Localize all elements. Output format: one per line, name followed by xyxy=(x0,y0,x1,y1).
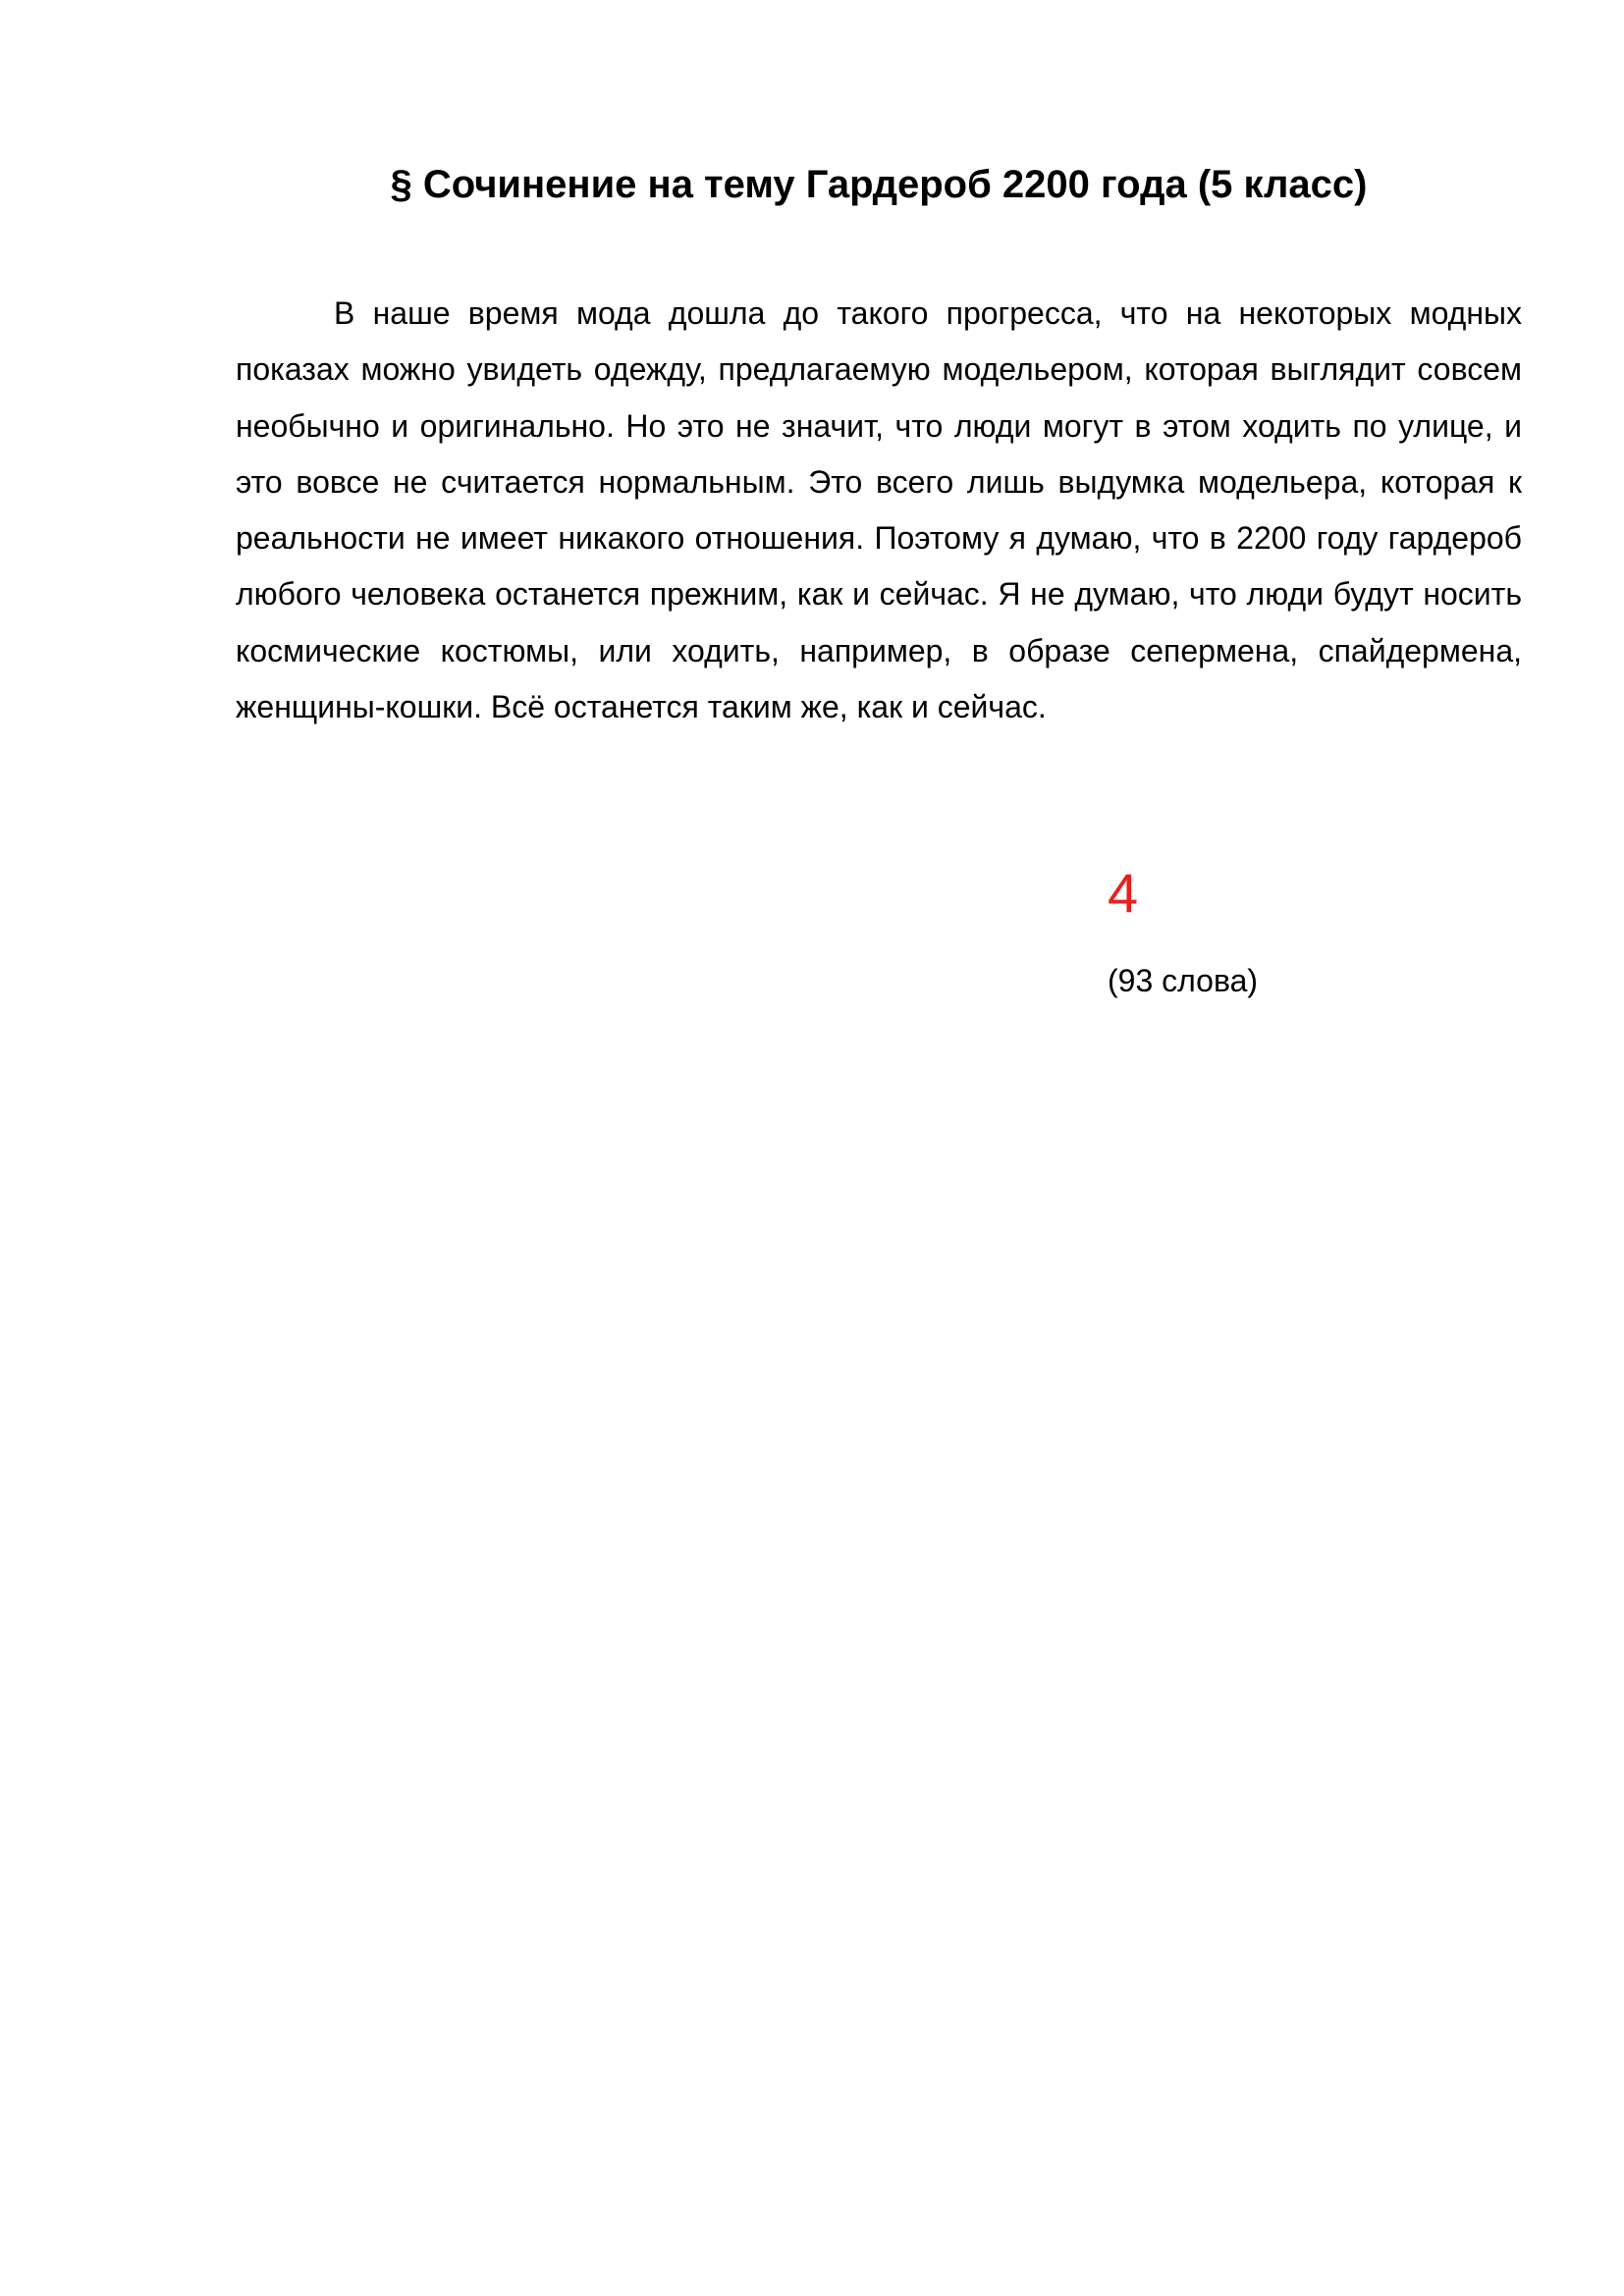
grade-mark: 4 xyxy=(1108,862,1139,924)
essay-title: § Сочинение на тему Гардероб 2200 года (5 класс) xyxy=(390,163,1368,206)
essay-body: В наше время мода дошла до такого прогресса, что на некоторых модных показах можно увидеть одежду, предлагаемую модельером, которая выглядит совсем необычно и оригинально. Но это не значит, что люди могут в этом ходить по улице, и это вовсе не считается нормальным. Это всего лишь выдумка модельера, которая к реальности не имеет никакого отношения. Поэтому я думаю, что в 2200 году гардероб любого человека останется прежним, как и сейчас. Я не думаю, что люди будут носить космические костюмы, или ходить, например, в образе сепермена, спайдермена, женщины-кошки. Всё останется таким же, как и сейчас. xyxy=(236,295,1522,725)
word-count: (93 слова) xyxy=(1108,963,1259,998)
